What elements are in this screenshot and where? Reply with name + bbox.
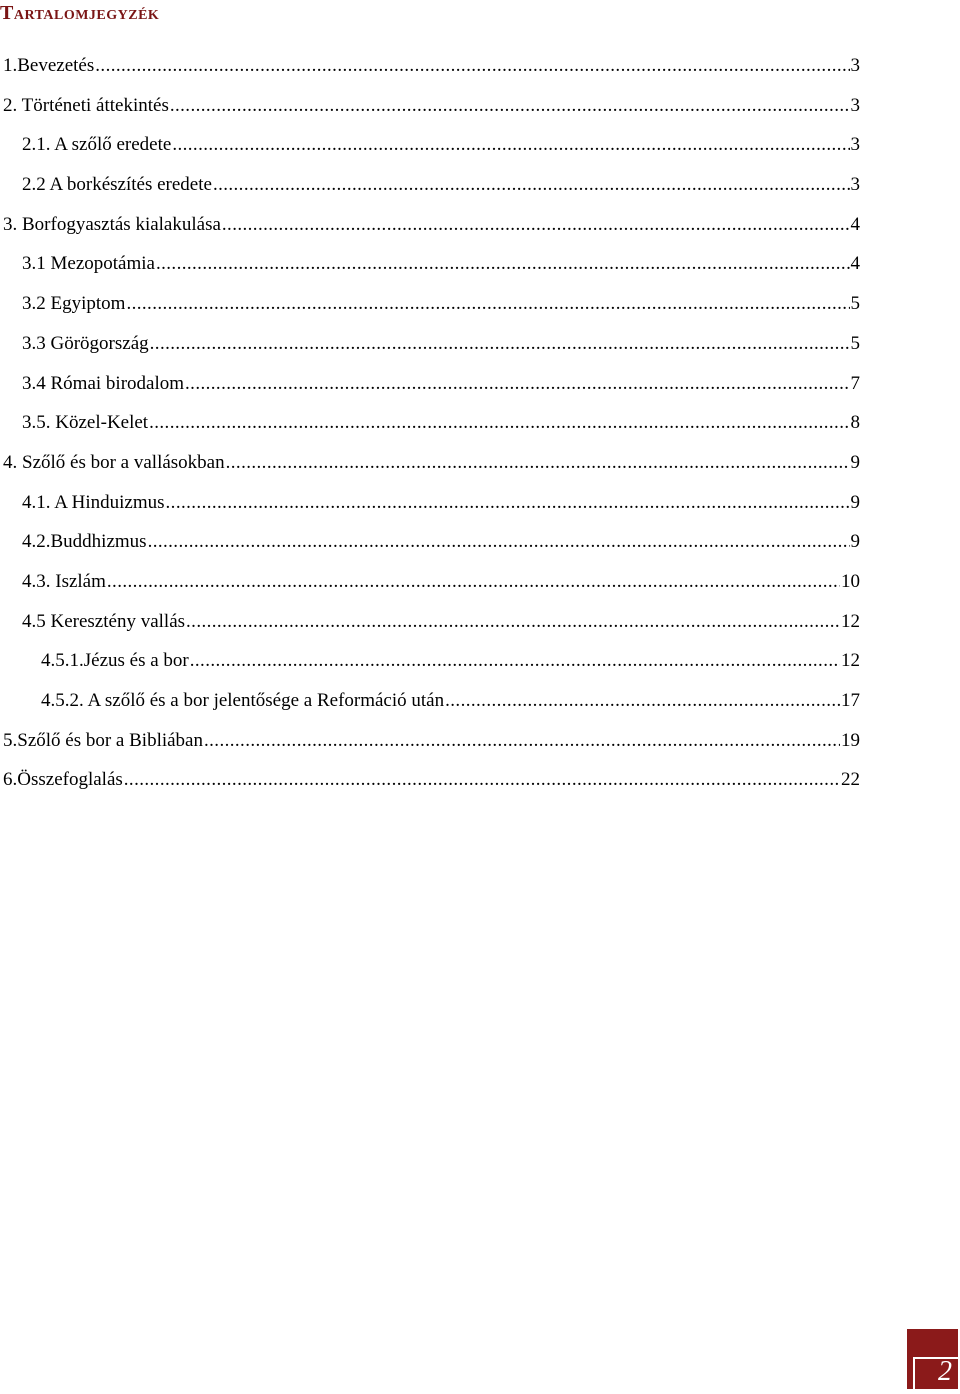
- toc-dot-leader: [170, 93, 850, 119]
- toc-entry-page: 9: [850, 451, 860, 473]
- toc-entry[interactable]: [0, 291, 860, 331]
- toc-entry[interactable]: [0, 132, 860, 172]
- toc-entry[interactable]: [0, 371, 860, 411]
- toc-entry[interactable]: [0, 529, 860, 569]
- toc-entry[interactable]: [0, 331, 860, 371]
- toc-entry-page: 4: [850, 213, 860, 235]
- toc-entry-page: 7: [850, 372, 860, 394]
- toc-entry[interactable]: [0, 172, 860, 212]
- toc-entry-page: 3: [850, 134, 860, 156]
- toc-entry-page: 19: [841, 729, 860, 751]
- table-of-contents: [0, 53, 860, 807]
- toc-dot-leader: [95, 53, 849, 79]
- toc-entry-page: 9: [850, 531, 860, 553]
- toc-dot-leader: [150, 331, 850, 357]
- toc-dot-leader: [445, 688, 840, 714]
- toc-entry[interactable]: [0, 251, 860, 291]
- toc-entry-page: 12: [841, 610, 860, 632]
- toc-entry[interactable]: [0, 450, 860, 490]
- toc-entry-page: 12: [841, 650, 860, 672]
- toc-entry-label: 4.5.1.Jézus és a bor: [41, 650, 189, 672]
- toc-entry-page: 10: [841, 570, 860, 592]
- toc-title: Tartalomjegyzék: [0, 2, 160, 24]
- toc-entry-label: 6.Összefoglalás: [3, 769, 123, 791]
- toc-entry-label: 4.2.Buddhizmus: [22, 531, 147, 553]
- toc-entry[interactable]: [0, 569, 860, 609]
- toc-entry-label: 4.5.2. A szőlő és a bor jelentősége a Reformáció után: [41, 690, 445, 711]
- toc-entry[interactable]: [0, 410, 860, 450]
- toc-entry-label: 3.2 Egyiptom: [22, 293, 126, 315]
- toc-entry-page: 4: [850, 253, 860, 275]
- toc-entry[interactable]: [0, 609, 860, 649]
- toc-entry-label: 2. Történeti áttekintés: [3, 94, 169, 116]
- toc-entry-page: 5: [850, 332, 860, 354]
- toc-entry-page: 8: [850, 412, 860, 434]
- toc-dot-leader: [156, 251, 850, 277]
- toc-entry[interactable]: [0, 648, 860, 688]
- toc-entry[interactable]: [0, 53, 860, 93]
- toc-dot-leader: [172, 132, 849, 158]
- toc-entry-label: 4.1. A Hinduizmus: [22, 491, 165, 513]
- toc-entry-page: 5: [850, 293, 860, 315]
- toc-entry-page: 9: [850, 491, 860, 513]
- toc-entry-label: 1.Bevezetés: [3, 55, 95, 76]
- toc-dot-leader: [185, 371, 849, 397]
- toc-dot-leader: [166, 490, 850, 516]
- toc-entry[interactable]: [0, 688, 860, 728]
- toc-entry-page: 3: [850, 55, 860, 76]
- toc-entry[interactable]: [0, 93, 860, 133]
- toc-entry-label: 3.1 Mezopotámia: [22, 253, 155, 275]
- toc-dot-leader: [124, 767, 840, 793]
- toc-entry-label: 4. Szőlő és bor a vallásokban: [3, 451, 225, 473]
- toc-entry-page: 17: [841, 690, 860, 711]
- toc-entry-label: 2.1. A szőlő eredete: [22, 134, 172, 156]
- toc-entry[interactable]: [0, 212, 860, 252]
- toc-entry-page: 22: [841, 769, 860, 791]
- toc-entry-label: 3. Borfogyasztás kialakulása: [3, 213, 221, 235]
- toc-entry-label: 5.Szőlő és bor a Bibliában: [3, 729, 203, 751]
- toc-entry-page: 3: [850, 174, 860, 196]
- toc-entry[interactable]: [0, 490, 860, 530]
- toc-dot-leader: [190, 648, 840, 674]
- toc-entry-label: 3.5. Közel-Kelet: [22, 412, 149, 434]
- toc-dot-leader: [126, 291, 849, 317]
- toc-dot-leader: [148, 529, 850, 555]
- toc-dot-leader: [226, 450, 850, 476]
- toc-entry[interactable]: [0, 728, 860, 768]
- page-number-badge: [907, 1329, 958, 1389]
- toc-entry[interactable]: [0, 767, 860, 807]
- toc-entry-label: 3.4 Római birodalom: [22, 372, 185, 394]
- toc-dot-leader: [213, 172, 850, 198]
- toc-entry-page: 3: [850, 94, 860, 116]
- toc-dot-leader: [186, 609, 840, 635]
- toc-entry-label: 4.5 Keresztény vallás: [22, 610, 186, 632]
- toc-entry-label: 3.3 Görögország: [22, 332, 149, 354]
- toc-dot-leader: [149, 410, 849, 436]
- toc-dot-leader: [107, 569, 840, 595]
- page-number: 2: [938, 1356, 952, 1387]
- toc-entry-label: 2.2 A borkészítés eredete: [22, 174, 212, 196]
- toc-entry-label: 4.3. Iszlám: [22, 570, 106, 592]
- toc-dot-leader: [204, 728, 840, 754]
- toc-dot-leader: [222, 212, 850, 238]
